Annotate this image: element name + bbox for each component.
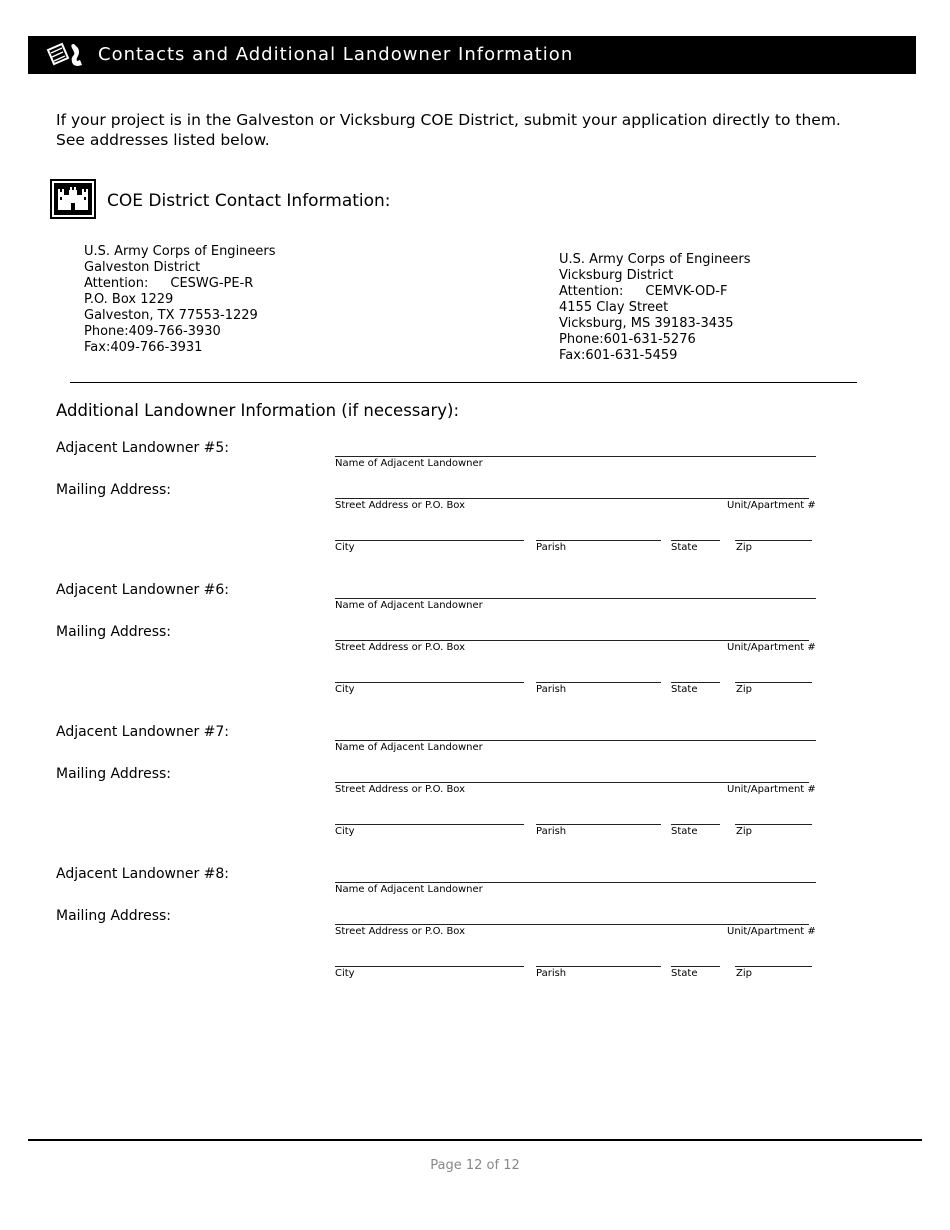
zip-field[interactable] [735,966,812,967]
vicksburg-attention [559,284,751,300]
caption-street: Street Address or P.O. Box [335,926,466,937]
city-field[interactable] [335,540,524,541]
galveston-district: Galveston District [84,260,201,275]
caption-city: City [335,826,355,837]
caption-zip: Zip [736,542,752,553]
caption-street: Street Address or P.O. Box [335,642,466,653]
state-field[interactable] [671,824,720,825]
additional-landowner-title: Additional Landowner Information (if necessary): [56,401,460,420]
galveston-address [84,244,276,356]
city-field[interactable] [335,682,524,683]
state-field[interactable] [671,966,720,967]
page-number: Page 12 of 12 [430,1158,520,1173]
galveston-city: Galveston, TX 77553-1229 [84,308,258,323]
state-field[interactable] [671,682,720,683]
state-field[interactable] [671,540,720,541]
landowner-label: Adjacent Landowner #7: [56,724,230,740]
attention-code: CEMVK-OD-F [645,284,728,299]
attention-label: Attention: [84,276,149,291]
vicksburg-street: 4155 Clay Street [559,300,669,315]
vicksburg-fax: Fax:601-631-5459 [559,348,678,363]
caption-unit: Unit/Apartment # [727,642,816,653]
intro-line-1: If your project is in the Galveston or Vicksburg COE District, submit your application directly to them. [56,111,841,129]
caption-city: City [335,684,355,695]
caption-state: State [671,684,698,695]
phone-book-icon [42,40,88,70]
landowner-name-field[interactable] [335,456,816,457]
caption-zip: Zip [736,968,752,979]
parish-field[interactable] [536,540,661,541]
caption-city: City [335,542,355,553]
caption-name: Name of Adjacent Landowner [335,600,483,611]
landowner-label: Adjacent Landowner #5: [56,440,230,456]
castle-icon [50,179,96,219]
parish-field[interactable] [536,824,661,825]
landowner-name-field[interactable] [335,882,816,883]
caption-parish: Parish [536,826,567,837]
galveston-street: P.O. Box 1229 [84,292,174,307]
landowner-label: Adjacent Landowner #6: [56,582,230,598]
galveston-attention [84,276,276,292]
zip-field[interactable] [735,682,812,683]
attention-label: Attention: [559,284,624,299]
caption-name: Name of Adjacent Landowner [335,458,483,469]
vicksburg-org: U.S. Army Corps of Engineers [559,252,751,267]
parish-field[interactable] [536,966,661,967]
mailing-address-label: Mailing Address: [56,482,172,498]
caption-name: Name of Adjacent Landowner [335,884,483,895]
mailing-address-label: Mailing Address: [56,908,172,924]
caption-state: State [671,968,698,979]
caption-unit: Unit/Apartment # [727,926,816,937]
landowner-label: Adjacent Landowner #8: [56,866,230,882]
street-address-field[interactable] [335,498,809,499]
vicksburg-district: Vicksburg District [559,268,674,283]
street-address-field[interactable] [335,640,809,641]
street-address-field[interactable] [335,924,809,925]
caption-parish: Parish [536,684,567,695]
caption-parish: Parish [536,542,567,553]
parish-field[interactable] [536,682,661,683]
caption-state: State [671,542,698,553]
footer-rule [28,1139,922,1141]
caption-street: Street Address or P.O. Box [335,784,466,795]
caption-name: Name of Adjacent Landowner [335,742,483,753]
mailing-address-label: Mailing Address: [56,766,172,782]
galveston-org: U.S. Army Corps of Engineers [84,244,276,259]
section-divider [70,382,857,383]
coe-contact-title: COE District Contact Information: [107,191,391,211]
caption-street: Street Address or P.O. Box [335,500,466,511]
city-field[interactable] [335,824,524,825]
caption-state: State [671,826,698,837]
mailing-address-label: Mailing Address: [56,624,172,640]
vicksburg-phone: Phone:601-631-5276 [559,332,696,347]
caption-city: City [335,968,355,979]
street-address-field[interactable] [335,782,809,783]
zip-field[interactable] [735,824,812,825]
zip-field[interactable] [735,540,812,541]
caption-unit: Unit/Apartment # [727,500,816,511]
caption-unit: Unit/Apartment # [727,784,816,795]
galveston-fax: Fax:409-766-3931 [84,340,203,355]
intro-line-2: See addresses listed below. [56,131,270,149]
galveston-phone: Phone:409-766-3930 [84,324,221,339]
landowner-name-field[interactable] [335,740,816,741]
vicksburg-address [559,252,751,364]
page-title: Contacts and Additional Landowner Information [98,44,574,65]
city-field[interactable] [335,966,524,967]
attention-code: CESWG-PE-R [170,276,254,291]
vicksburg-city: Vicksburg, MS 39183-3435 [559,316,734,331]
caption-zip: Zip [736,684,752,695]
caption-zip: Zip [736,826,752,837]
landowner-name-field[interactable] [335,598,816,599]
caption-parish: Parish [536,968,567,979]
